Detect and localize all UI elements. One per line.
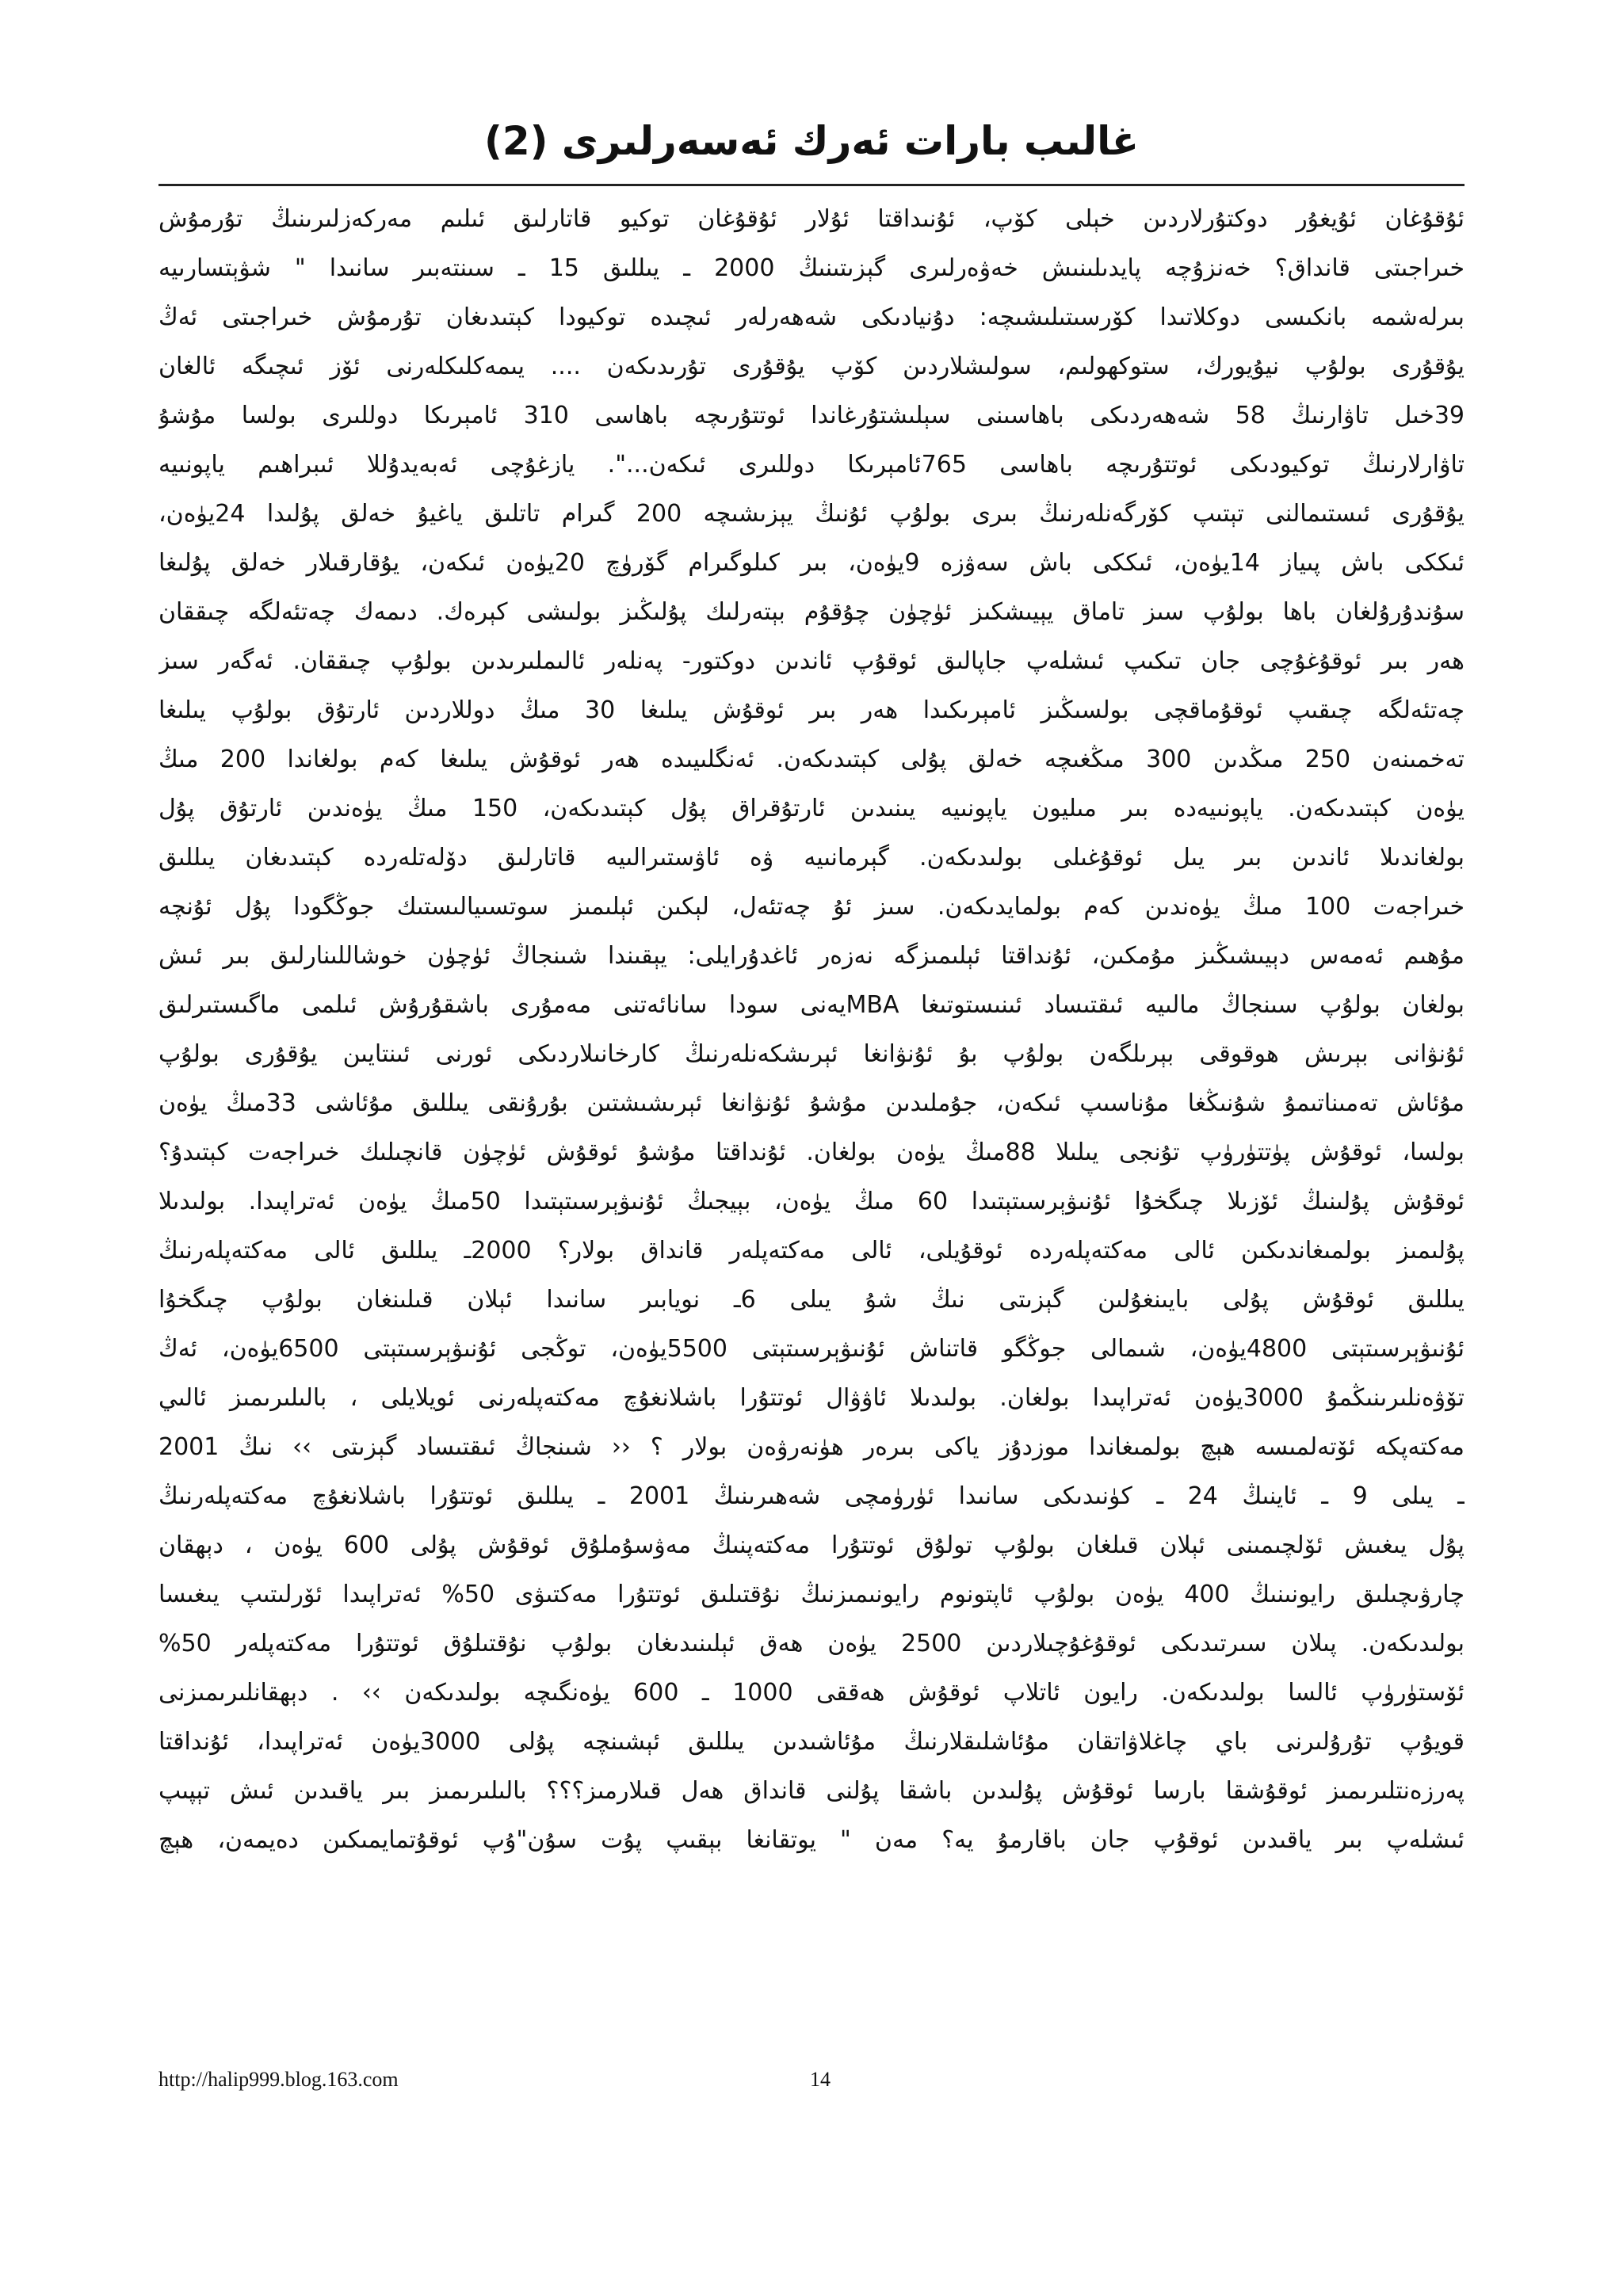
body-line: خىراجىتى قانداق؟ خەنزۇچە پايدىلىنىش خەۋەرلىرى گېزىتىنىڭ 2000 ـ يىللىق 15 ـ سىنتەبىر سانىدا " شۋېتسارىيە bbox=[158, 254, 1465, 282]
body-line: بولىدىكەن. پىلان سىرتىدىكى ئوقۇغۇچىلاردىن 2500 يۈەن ھەق ئېلىنىدىغان بولۇپ نۇقتىلۇق ئوتتۇرا مەكتەپلەر 50% bbox=[158, 1630, 1465, 1657]
body-line: پەرزەنتلىرىمىز ئوقۇشقا بارسا ئوقۇش پۇلىدىن باشقا پۇلنى قانداق ھەل قىلارمىز؟؟؟ بالىلىرىمىز بىر ياقىدىن ئىش تېپىپ bbox=[158, 1777, 1465, 1805]
body-line: سۇندۇرۇلغان باھا بولۇپ سىز تاماق يېيىشكىز ئۈچۈن چۇقۇم بېتەرلىك پۇلىڭىز بولىشى كېرەك. دىمەك چەتئەلگە چىققان bbox=[158, 598, 1465, 626]
body-line: ئىككى باش پىياز 14يۈەن، ئىككى باش سەۋزە 9يۈەن، بىر كىلوگىرام گۆرۈچ 20يۈەن ئىكەن، يۇقارقىلار خەلق پۇلىغا bbox=[158, 549, 1465, 577]
body-line: يۈەن كېتىدىكەن. ياپونىيەدە بىر مىليون ياپونىيە يىنىدىن ئارتۇقراق پۇل كېتىدىكەن، 150 مىڭ يۈەندىن ئارتۇق پۇل bbox=[158, 795, 1465, 822]
body-line: ئۆستۈرۈپ ئالسا بولىدىكەن. رايون ئاتلاپ ئوقۇش ھەققى 1000 ـ 600 يۈەنگىچە بولىدىكەن ›› . دېھقانلىرىمىزنى bbox=[158, 1679, 1465, 1707]
body-line: يۇقۇرى بولۇپ نيۇيورك، ستوكھولىم، سولىشلاردىن كۆپ يۇقۇرى تۇرىدىكەن .... يىمەكلىكلەرنى ئۆز ئىچىگە ئالغان bbox=[158, 353, 1465, 380]
body-line: يۇقۇرى ئىستىمالنى تېتىپ كۆرگەنلەرنىڭ بىرى بولۇپ ئۇنىڭ يېزىشىچە 200 گىرام تاتلىق ياغيۇ خەلق پۇلىدا 24يۈەن، bbox=[158, 500, 1465, 528]
body-line: تاۋارلارنىڭ توكيودىكى ئوتتۇرىچە باھاسى 765ئامېرىكا دوللىرى ئىكەن...". يازغۇچى ئەبەيدۇللا ئىبراھىم ياپونىيە bbox=[158, 451, 1465, 479]
body-line: پۇلىمىز بولمىغاندىكىن ئالى مەكتەپلەردە ئوقۇيلى، ئالى مەكتەپلەر قانداق بولار؟ 2000ـ يىللىق ئالى مەكتەپلەرنىڭ bbox=[158, 1237, 1465, 1264]
body-line: مەكتەپكە ئۆتەلمىسە ھېچ بولمىغاندا موزدۇز ياكى بىرەر ھۈنەرۋەن بولار ؟ ‹‹ شىنجاڭ ئىقتىساد گېزىتى ›› نىڭ 2001 bbox=[158, 1433, 1465, 1461]
body-line: پۇل يىغىش ئۆلچىمىنى ئېلان قىلغان بولۇپ تولۇق ئوتتۇرا مەكتەپنىڭ مەۋسۇملۇق ئوقۇش پۇلى 600 يۈەن ، دېھقان bbox=[158, 1531, 1465, 1559]
body-line: مۇئاش تەمىناتىمۇ شۇنىڭغا مۇناسىپ ئىكەن، جۇملىدىن مۇشۇ ئۇنۋانغا ئېرىشىشتىن بۇرۇنقى يىللىق مۇئاشى 33مىڭ يۈەن bbox=[158, 1089, 1465, 1117]
body-line: قويۇپ تۇرۇلىرنى باي چاغلاۋاتقان مۇئاشلىقلارنىڭ مۇئاشىدىن يىللىق ئېشىنچە پۇلى 3000يۈەن ئەتراپىدا، ئۇنداقتا bbox=[158, 1728, 1465, 1756]
body-line: تەخمىنەن 250 مىڭدىن 300 مىڭغىچە خەلق پۇلى كېتىدىكەن. ئەنگلىيىدە ھەر ئوقۇش يىلىغا كەم بولغاندا 200 مىڭ bbox=[158, 746, 1465, 773]
body-line: ئۇنىۋېرسىتېتى 4800يۈەن، شىمالى جوڭگو قاتناش ئۇنىۋېرسىتېتى 5500يۈەن، توڭجى ئۇنىۋېرسىتېتى 6500يۈەن، ئەڭ bbox=[158, 1335, 1465, 1363]
body-line: تۆۋەنلىرىنىڭمۇ 3000يۈەن ئەتراپىدا بولغان. بولىدىلا ئاۋۋال ئوتتۇرا باشلانغۇچ مەكتەپلەرنى ئويلايلى ، بالىلىرىمىز ئالىي bbox=[158, 1384, 1465, 1412]
body-line: بولغاندىلا ئاندىن بىر يىل ئوقۇغىلى بولىدىكەن. گېرمانىيە ۋە ئاۋستىرالىيە قاتارلىق دۆلەتلەردە كېتىدىغان يىللىق bbox=[158, 844, 1465, 871]
body-line: بولغان بولۇپ سىنجاڭ مالىيە ئىقتىساد ئىنىستوتىغا MBAيەنى سودا سانائەتنى مەمۇرى باشقۇرۇش ئىلمى ماگىستىرلىق bbox=[158, 991, 1465, 1019]
title-divider bbox=[158, 184, 1465, 186]
body-line: ئوقۇش پۇلىنىڭ ئۆزىلا چىگخۇا ئۇنىۋېرسىتېتىدا 60 مىڭ يۈەن، بېيجىڭ ئۇنىۋېرسىتېتىدا 50مىڭ يۈەن ئەتراپىدا. بولىدىلا bbox=[158, 1188, 1465, 1215]
body-line: ئۇقۇغان ئۇيغۇر دوكتۇرلاردىن خېلى كۆپ، ئۇنىداقتا ئۇلار ئۇقۇغان توكيو قاتارلىق ئىلىم مەركەزلىرىنىڭ تۇرمۇش bbox=[158, 205, 1465, 233]
body-line: ھەر بىر ئوقۇغۇچى جان تىكىپ ئىشلەپ جاپالىق ئوقۇپ ئاندىن دوكتور- پەنلەر ئالىملىرىدىن بولۇپ چىققان. ئەگەر سىز bbox=[158, 647, 1465, 675]
page-title: غالىب بارات ئەرك ئەسەرلىرى (2) bbox=[483, 118, 1140, 164]
page-number: 14 bbox=[810, 2068, 831, 2091]
body-line: ـ يىلى 9 ـ ئاينىڭ 24 ـ كۈنىدىكى سانىدا ئۈرۈمچى شەھىرىنىڭ 2001 ـ يىللىق ئوتتۇرا باشلانغۇچ مەكتەپلەرنىڭ bbox=[158, 1482, 1465, 1510]
body-line: 39خىل تاۋارنىڭ 58 شەھەردىكى باھاسىنى سېلىشتۇرغاندا ئوتتۇرىچە باھاسى 310 ئامېرىكا دوللىرى بولسا مۇشۇ bbox=[158, 402, 1465, 429]
body-line: خىراجەت 100 مىڭ يۈەندىن كەم بولمايدىكەن. سىز ئۇ چەتئەل، لېكىن ئېلىمىز سوتسىيالىستىك جوڭگودا پۇل ئۇنچە bbox=[158, 893, 1465, 921]
body-text bbox=[158, 195, 1465, 1865]
body-line: مۇھىم ئەمەس دېيىشىڭىز مۇمكىن، ئۇنداقتا ئېلىمىزگە نەزەر ئاغدۇرايلى: يېقىندا شىنجاڭ ئۈچۈن خوشاللىنارلىق بىر ئىش bbox=[158, 942, 1465, 970]
body-line: ئىشلەپ بىر ياقىدىن ئوقۇپ جان باقارمۇ يە؟ مەن " يوتقانغا بېقىپ پۇت سۇن"ۇپ ئوقۇتمايمىكىن دەيمەن، ھېچ bbox=[158, 1826, 1465, 1854]
body-line: چەتئەلگە چىقىپ ئوقۇماقچى بولسىڭىز ئامېرىكىدا ھەر بىر ئوقۇش يىلىغا 30 مىڭ دوللاردىن ئارتۇق بولۇپ يىلىغا bbox=[158, 696, 1465, 724]
body-line: بولسا، ئوقۇش پۈتتۈرۈپ تۇنجى يىلىلا 88مىڭ يۈەن بولغان. ئۇنداقتا مۇشۇ ئوقۇش ئۈچۈن قانچىلىك خىراجەت كېتىدۇ؟ bbox=[158, 1138, 1465, 1166]
body-line: بىرلەشمە بانكىسى دوكلاتىدا كۆرسىتىلىشىچە: دۇنيادىكى شەھەرلەر ئىچىدە توكيودا كېتىدىغان تۇرمۇش خىراجىتى ئەڭ bbox=[158, 303, 1465, 331]
body-line: ئۇنۋانى بېرىش ھوقوقى بېرىلگەن بولۇپ بۇ ئۇنۋانغا ئېرىشكەنلەرنىڭ كارخانىلاردىكى ئورنى ئىنتايىن يۇقۇرى بولۇپ bbox=[158, 1040, 1465, 1068]
footer-url: http://halip999.blog.163.com bbox=[158, 2068, 399, 2091]
body-line: چارۋىچىلىق رايونىنىڭ 400 يۈەن بولۇپ ئاپتونوم رايونىمىزنىڭ نۇقتىلىق ئوتتۇرا مەكتىۋى 50% ئەتراپىدا ئۆرلىتىپ يىغىسا bbox=[158, 1581, 1465, 1608]
body-line: يىللىق ئوقۇش پۇلى بايىنغۇلىن گېزىتى نىڭ شۇ يىلى 6ـ نويابىر سانىدا ئېلان قىلىنغان بولۇپ چىگخۇا bbox=[158, 1286, 1465, 1314]
